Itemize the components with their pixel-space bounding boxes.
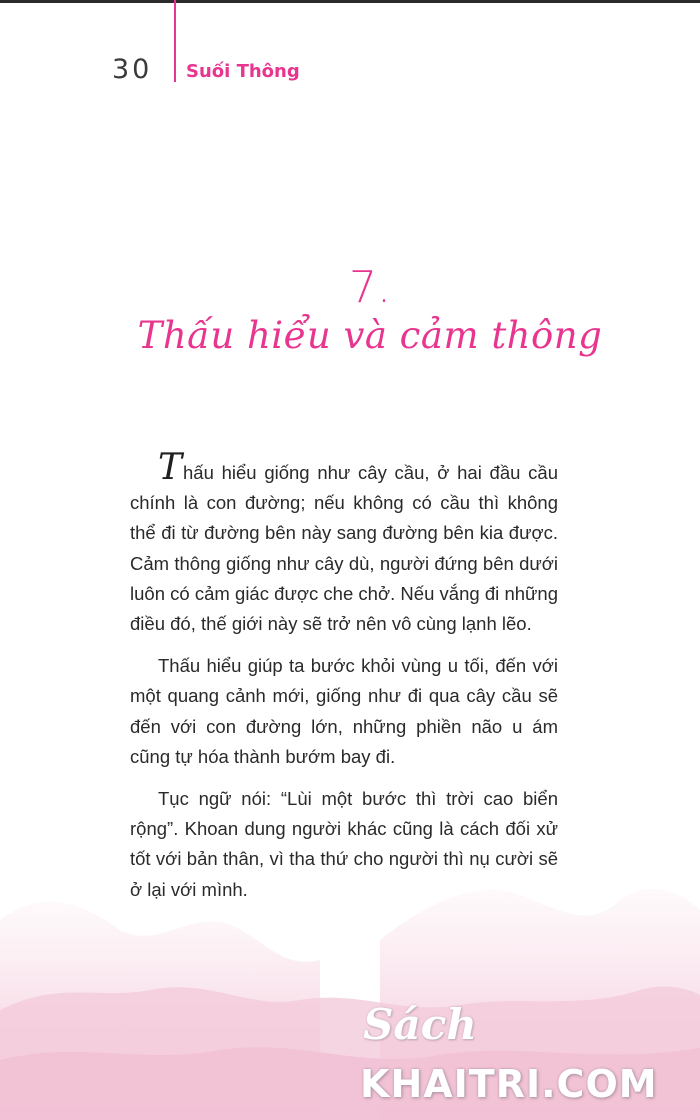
header-divider [174, 0, 176, 82]
watermark-script: Sách [363, 1000, 477, 1049]
chapter-number: 7. [349, 262, 391, 313]
paragraph-1-text: hấu hiểu giống như cây cầu, ở hai đầu cầu chính là con đường; nếu không có cầu thì không thể đi từ đường bên này sang đường bên kia được. Cảm thông giống như cây dù, người đứng bên dưới luôn có cảm giác được che chở. Nếu vắng đi những điều đó, thế giới này sẽ trở nên vô cùng lạnh lẽo. [130, 462, 558, 635]
watermark [360, 1000, 690, 1110]
chapter-title: Thấu hiểu và cảm thông [137, 314, 603, 357]
paragraph-2: Thấu hiểu giúp ta bước khỏi vùng u tối, đến với một quang cảnh mới, giống như đi qua cây cầu sẽ đến với con đường lớn, những phiền não u ám cũng tự hóa thành bướm bay đi. [130, 655, 558, 767]
paragraph-1 [130, 447, 558, 639]
chapter-body [130, 447, 558, 917]
page-number: 30 [112, 54, 153, 85]
top-border [0, 0, 700, 3]
watermark-site: KHAITRI.COM [360, 1062, 658, 1106]
paragraph-3: Tục ngữ nói: “Lùi một bước thì trời cao biển rộng”. Khoan dung người khác cũng là cách đối xử tốt với bản thân, vì tha thứ cho người thì nụ cười sẽ ở lại với mình. [130, 788, 558, 900]
drop-cap: T [158, 447, 183, 488]
running-title: Suối Thông [186, 61, 300, 82]
